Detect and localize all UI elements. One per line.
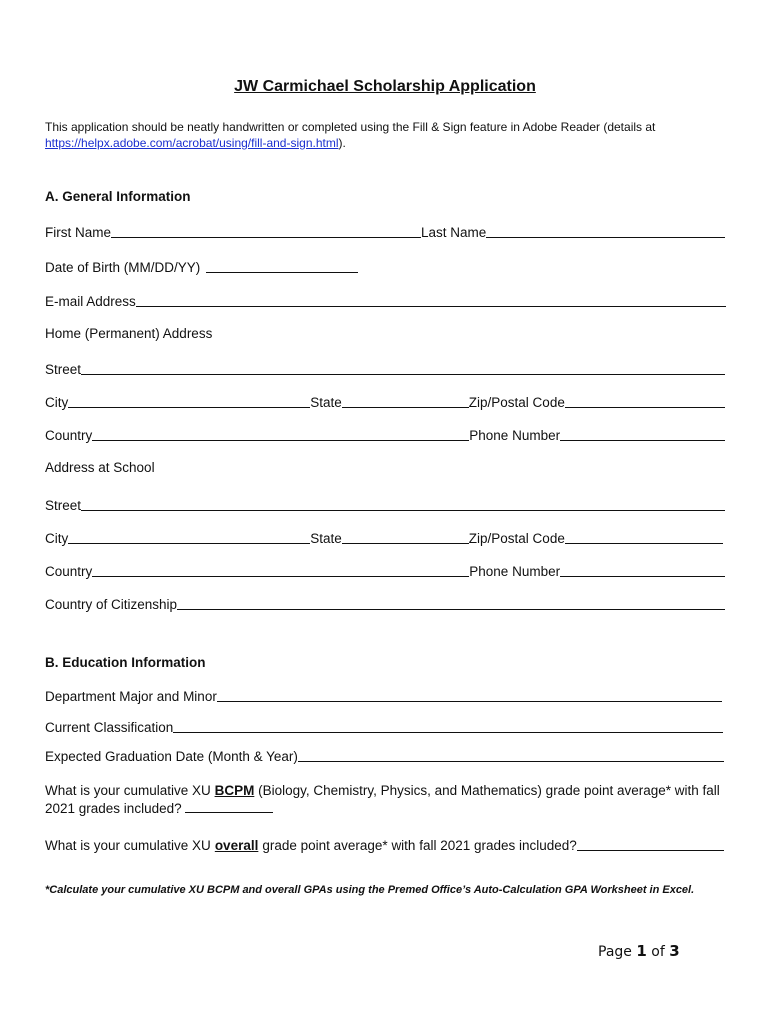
name-row [45, 222, 725, 240]
major-label: Department Major and Minor [45, 689, 217, 704]
home-city-label: City [45, 395, 69, 410]
home-zip-field[interactable] [565, 393, 725, 408]
page-current: 1 [636, 942, 647, 960]
home-street-field[interactable] [81, 360, 725, 375]
fill-sign-help-link[interactable]: https://helpx.adobe.com/acrobat/using/fill-and-sign.html [45, 136, 339, 150]
school-phone-label: Phone Number [469, 564, 561, 579]
bcpm-question-post: (Biology, Chemistry, Physics, and Mathematics) grade point average* with fall 2021 grades included? [45, 783, 720, 816]
school-state-field[interactable] [342, 529, 469, 544]
citizenship-row [45, 594, 725, 612]
classification-field[interactable] [173, 718, 723, 733]
school-country-field[interactable] [92, 562, 469, 577]
page-total: 3 [669, 942, 680, 960]
school-zip-label: Zip/Postal Code [468, 531, 565, 546]
citizenship-label: Country of Citizenship [45, 597, 178, 612]
email-field[interactable] [136, 292, 726, 307]
home-street-row [45, 359, 725, 377]
bcpm-gpa-question [45, 782, 725, 817]
gpa-footnote: *Calculate your cumulative XU BCPM and overall GPAs using the Premed Office’s Auto-Calculation GPA Worksheet in Excel. [45, 884, 695, 896]
classification-label: Current Classification [45, 720, 174, 735]
home-state-field[interactable] [342, 393, 469, 408]
major-field[interactable] [217, 687, 722, 702]
last-name-label: Last Name [421, 225, 487, 240]
home-country-field[interactable] [92, 426, 469, 441]
home-address-heading: Home (Permanent) Address [45, 326, 213, 341]
school-country-label: Country [45, 564, 93, 579]
graduation-field[interactable] [298, 747, 724, 762]
school-street-row [45, 495, 725, 513]
page-number [598, 942, 680, 960]
school-state-label: State [310, 531, 342, 546]
school-street-field[interactable] [81, 496, 725, 511]
dob-field[interactable] [206, 258, 358, 273]
first-name-field[interactable] [111, 223, 421, 238]
home-zip-label: Zip/Postal Code [468, 395, 565, 410]
school-city-label: City [45, 531, 69, 546]
first-name-label: First Name [45, 225, 112, 240]
home-state-label: State [310, 395, 342, 410]
school-address-heading: Address at School [45, 460, 155, 475]
graduation-label: Expected Graduation Date (Month & Year) [45, 749, 298, 764]
school-street-label: Street [45, 498, 82, 513]
overall-emphasis: overall [214, 838, 259, 853]
home-street-label: Street [45, 362, 82, 377]
school-phone-field[interactable] [560, 562, 725, 577]
major-row [45, 686, 722, 704]
email-row [45, 291, 726, 309]
overall-question-pre: What is your cumulative XU [45, 838, 211, 853]
intro-text: This application should be neatly handwritten or completed using the Fill & Sign feature in Adobe Reader (details at [45, 120, 656, 134]
bcpm-gpa-field[interactable] [185, 799, 273, 813]
page-of: of [651, 944, 665, 960]
overall-gpa-field[interactable] [577, 836, 724, 851]
bcpm-emphasis: BCPM [214, 783, 255, 798]
overall-question-post: grade point average* with fall 2021 grades included? [262, 838, 577, 853]
page-label: Page [598, 944, 632, 960]
citizenship-field[interactable] [177, 595, 725, 610]
home-city-row [45, 392, 725, 410]
home-phone-label: Phone Number [469, 428, 561, 443]
bcpm-question-pre: What is your cumulative XU [45, 783, 211, 798]
intro-after-link: ). [338, 136, 346, 150]
classification-row [45, 717, 723, 735]
home-country-label: Country [45, 428, 93, 443]
school-city-field[interactable] [68, 529, 310, 544]
overall-gpa-row [45, 835, 724, 853]
email-label: E-mail Address [45, 294, 136, 309]
school-city-row [45, 528, 723, 546]
dob-label: Date of Birth (MM/DD/YY) [45, 260, 201, 275]
dob-row [45, 257, 725, 275]
school-zip-field[interactable] [565, 529, 723, 544]
last-name-field[interactable] [486, 223, 725, 238]
school-country-row [45, 561, 725, 579]
section-b-heading: B. Education Information [45, 655, 206, 670]
home-phone-field[interactable] [560, 426, 725, 441]
home-country-row [45, 425, 725, 443]
intro-paragraph [45, 119, 735, 151]
page-title: JW Carmichael Scholarship Application [234, 78, 536, 95]
home-city-field[interactable] [68, 393, 310, 408]
section-a-heading: A. General Information [45, 189, 191, 204]
graduation-row [45, 746, 724, 764]
